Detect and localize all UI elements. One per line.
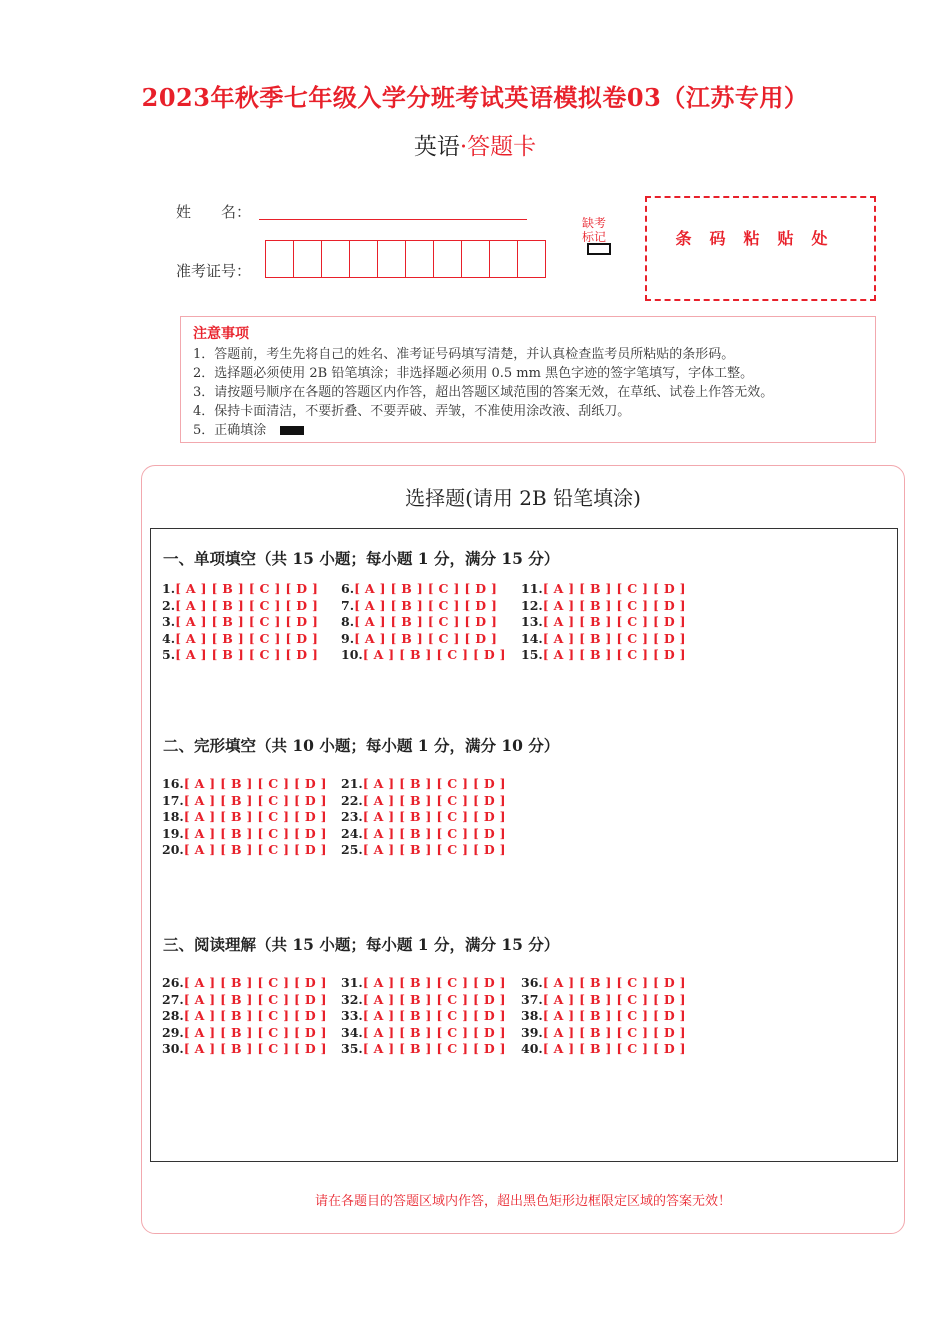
answer-options[interactable]: [ A ] [ B ] [ C ] [ D ]	[183, 825, 327, 841]
question-number: 32.	[341, 991, 363, 1007]
id-digit-box[interactable]	[490, 241, 518, 277]
answer-options[interactable]: [ A ] [ B ] [ C ] [ D ]	[362, 825, 506, 841]
barcode-area	[645, 196, 876, 301]
id-digit-box[interactable]	[322, 241, 350, 277]
question-row[interactable]	[341, 826, 506, 843]
question-row[interactable]	[162, 581, 318, 598]
question-number: 20.	[162, 842, 184, 858]
section-title: 一、单项填空（共 15 小题；每小题 1 分，满分 15 分）	[163, 549, 560, 568]
question-row[interactable]	[521, 975, 686, 992]
question-number: 18.	[162, 809, 184, 825]
answer-options[interactable]: [ A ] [ B ] [ C ] [ D ]	[175, 597, 319, 613]
question-column	[341, 776, 506, 859]
question-number: 12.	[521, 597, 543, 613]
question-column	[521, 975, 686, 1058]
notice-item-text: 5．正确填涂	[193, 423, 267, 438]
name-label: 姓 名：	[176, 203, 252, 221]
answer-options[interactable]: [ A ] [ B ] [ C ] [ D ]	[362, 1008, 506, 1024]
question-row[interactable]	[341, 793, 506, 810]
question-row[interactable]	[341, 647, 506, 664]
notice-item: 1．答题前，考生先将自己的姓名、准考证号码填写清楚，并认真检查监考员所粘贴的条形码。	[193, 347, 735, 362]
answer-options[interactable]: [ A ] [ B ] [ C ] [ D ]	[183, 1024, 327, 1040]
question-row[interactable]	[521, 647, 686, 664]
answer-options[interactable]: [ A ] [ B ] [ C ] [ D ]	[542, 1024, 686, 1040]
question-row[interactable]	[341, 1025, 506, 1042]
question-row[interactable]	[521, 992, 686, 1009]
choice-section-frame	[141, 465, 905, 1234]
question-number: 28.	[162, 1008, 184, 1024]
question-row[interactable]	[162, 614, 318, 631]
question-row[interactable]	[162, 776, 327, 793]
question-number: 35.	[341, 1041, 363, 1057]
question-number: 33.	[341, 1008, 363, 1024]
answer-options[interactable]: [ A ] [ B ] [ C ] [ D ]	[175, 647, 319, 663]
question-number: 38.	[521, 1008, 543, 1024]
notice-item-correct-fill	[193, 419, 304, 438]
question-row[interactable]	[521, 1025, 686, 1042]
question-column	[162, 776, 327, 859]
question-row[interactable]	[341, 975, 506, 992]
sheet-label: 答题卡	[467, 134, 537, 160]
answer-options[interactable]: [ A ] [ B ] [ C ] [ D ]	[354, 597, 498, 613]
question-number: 21.	[341, 776, 363, 791]
answer-sheet-subtitle	[0, 128, 950, 161]
answer-options[interactable]: [ A ] [ B ] [ C ] [ D ]	[183, 842, 327, 858]
question-number: 3.	[162, 614, 176, 630]
choice-heading: 选择题(请用 2B 铅笔填涂)	[405, 486, 641, 510]
id-digit-box[interactable]	[378, 241, 406, 277]
id-digit-box[interactable]	[518, 241, 545, 277]
answer-options[interactable]: [ A ] [ B ] [ C ] [ D ]	[175, 581, 319, 596]
question-row[interactable]	[341, 1041, 506, 1058]
section-title: 二、完形填空（共 10 小题；每小题 1 分，满分 10 分）	[163, 736, 560, 755]
question-column	[341, 975, 506, 1058]
answer-options[interactable]: [ A ] [ B ] [ C ] [ D ]	[362, 809, 506, 825]
exam-title: 2023年秋季七年级入学分班考试英语模拟卷03（江苏专用）	[141, 83, 809, 112]
answer-options[interactable]: [ A ] [ B ] [ C ] [ D ]	[542, 630, 686, 646]
answer-options[interactable]: [ A ] [ B ] [ C ] [ D ]	[542, 991, 686, 1007]
id-digit-box[interactable]	[294, 241, 322, 277]
answer-options[interactable]: [ A ] [ B ] [ C ] [ D ]	[183, 809, 327, 825]
answer-options[interactable]: [ A ] [ B ] [ C ] [ D ]	[542, 975, 686, 990]
question-number: 10.	[341, 647, 363, 663]
question-column	[521, 581, 686, 664]
section-title: 三、阅读理解（共 15 小题；每小题 1 分，满分 15 分）	[163, 935, 560, 954]
notice-item: 4．保持卡面清洁，不要折叠、不要弄破、弄皱，不准使用涂改液、刮纸刀。	[193, 404, 631, 419]
id-digit-box[interactable]	[350, 241, 378, 277]
question-row[interactable]	[162, 793, 327, 810]
question-number: 15.	[521, 647, 543, 663]
question-number: 24.	[341, 825, 363, 841]
answer-options[interactable]: [ A ] [ B ] [ C ] [ D ]	[542, 647, 686, 663]
question-number: 17.	[162, 792, 184, 808]
question-row[interactable]	[341, 614, 506, 631]
answer-options[interactable]: [ A ] [ B ] [ C ] [ D ]	[362, 647, 506, 663]
answer-options[interactable]: [ A ] [ B ] [ C ] [ D ]	[175, 630, 319, 646]
question-row[interactable]	[341, 631, 506, 648]
question-number: 19.	[162, 825, 184, 841]
question-row[interactable]	[162, 631, 318, 648]
answer-options[interactable]: [ A ] [ B ] [ C ] [ D ]	[362, 776, 506, 791]
answer-options[interactable]: [ A ] [ B ] [ C ] [ D ]	[542, 1041, 686, 1057]
question-row[interactable]	[162, 809, 327, 826]
question-number: 36.	[521, 975, 543, 990]
notice-panel	[180, 316, 876, 443]
question-number: 13.	[521, 614, 543, 630]
question-number: 39.	[521, 1024, 543, 1040]
question-row[interactable]	[162, 1025, 327, 1042]
question-row[interactable]	[521, 631, 686, 648]
answer-options[interactable]: [ A ] [ B ] [ C ] [ D ]	[354, 581, 498, 596]
barcode-label: 条码粘贴处	[675, 229, 846, 248]
question-row[interactable]	[162, 826, 327, 843]
question-number: 16.	[162, 776, 184, 791]
question-number: 37.	[521, 991, 543, 1007]
question-row[interactable]	[341, 776, 506, 793]
answer-options[interactable]: [ A ] [ B ] [ C ] [ D ]	[542, 597, 686, 613]
answer-options[interactable]: [ A ] [ B ] [ C ] [ D ]	[183, 776, 327, 791]
answer-options[interactable]: [ A ] [ B ] [ C ] [ D ]	[183, 975, 327, 990]
id-number-boxes[interactable]	[265, 240, 546, 278]
question-row[interactable]	[521, 598, 686, 615]
question-number: 4.	[162, 630, 176, 646]
question-number: 34.	[341, 1024, 363, 1040]
question-row[interactable]	[162, 992, 327, 1009]
answer-options[interactable]: [ A ] [ B ] [ C ] [ D ]	[354, 614, 498, 630]
question-row[interactable]	[341, 598, 506, 615]
question-number: 11.	[521, 581, 543, 596]
id-digit-box[interactable]	[434, 241, 462, 277]
question-row[interactable]	[162, 1008, 327, 1025]
answer-options[interactable]: [ A ] [ B ] [ C ] [ D ]	[175, 614, 319, 630]
question-number: 5.	[162, 647, 176, 663]
correct-fill-sample	[280, 426, 304, 435]
question-number: 31.	[341, 975, 363, 990]
question-row[interactable]	[162, 842, 327, 859]
question-row[interactable]	[521, 581, 686, 598]
id-digit-box[interactable]	[266, 241, 294, 277]
question-number: 6.	[341, 581, 355, 596]
answer-options[interactable]: [ A ] [ B ] [ C ] [ D ]	[362, 842, 506, 858]
answer-options[interactable]: [ A ] [ B ] [ C ] [ D ]	[183, 991, 327, 1007]
question-number: 7.	[341, 597, 355, 613]
question-number: 29.	[162, 1024, 184, 1040]
footer-warning: 请在各题目的答题区域内作答，超出黑色矩形边框限定区域的答案无效！	[314, 1194, 731, 1209]
answer-options[interactable]: [ A ] [ B ] [ C ] [ D ]	[542, 1008, 686, 1024]
question-number: 14.	[521, 630, 543, 646]
id-label: 准考证号：	[176, 262, 252, 280]
question-number: 40.	[521, 1041, 543, 1057]
notice-item: 2．选择题必须使用 2B 铅笔填涂；非选择题必须用 0.5 mm 黑色字迹的签字笔填写，字体工整。	[193, 366, 754, 381]
answer-options[interactable]: [ A ] [ B ] [ C ] [ D ]	[362, 991, 506, 1007]
question-row[interactable]	[521, 614, 686, 631]
question-row[interactable]	[341, 842, 506, 859]
id-digit-box[interactable]	[406, 241, 434, 277]
answer-options[interactable]: [ A ] [ B ] [ C ] [ D ]	[362, 1041, 506, 1057]
question-number: 9.	[341, 630, 355, 646]
answer-options[interactable]: [ A ] [ B ] [ C ] [ D ]	[542, 614, 686, 630]
question-number: 1.	[162, 581, 176, 596]
question-number: 26.	[162, 975, 184, 990]
question-number: 2.	[162, 597, 176, 613]
absent-mark-label: 缺考标记	[582, 216, 607, 244]
answer-options[interactable]: [ A ] [ B ] [ C ] [ D ]	[183, 1041, 327, 1057]
question-number: 27.	[162, 991, 184, 1007]
question-row[interactable]	[162, 975, 327, 992]
question-row[interactable]	[341, 992, 506, 1009]
question-column	[341, 581, 506, 664]
question-row[interactable]	[341, 1008, 506, 1025]
question-row[interactable]	[341, 809, 506, 826]
answer-options[interactable]: [ A ] [ B ] [ C ] [ D ]	[362, 792, 506, 808]
question-number: 23.	[341, 809, 363, 825]
subject-label: 英语	[413, 134, 460, 160]
question-column	[162, 581, 318, 664]
answer-area	[150, 528, 898, 1162]
answer-options[interactable]: [ A ] [ B ] [ C ] [ D ]	[362, 975, 506, 990]
question-row[interactable]	[162, 598, 318, 615]
answer-options[interactable]: [ A ] [ B ] [ C ] [ D ]	[362, 1024, 506, 1040]
answer-options[interactable]: [ A ] [ B ] [ C ] [ D ]	[542, 581, 686, 596]
question-row[interactable]	[162, 1041, 327, 1058]
question-column	[162, 975, 327, 1058]
answer-options[interactable]: [ A ] [ B ] [ C ] [ D ]	[183, 792, 327, 808]
question-number: 30.	[162, 1041, 184, 1057]
notice-item: 3．请按题号顺序在各题的答题区内作答，超出答题区域范围的答案无效，在草纸、试卷上作答无效。	[193, 385, 774, 400]
question-row[interactable]	[162, 647, 318, 664]
name-field[interactable]	[259, 219, 527, 220]
question-number: 25.	[341, 842, 363, 858]
question-number: 8.	[341, 614, 355, 630]
subtitle-dot: ·	[459, 134, 468, 160]
question-row[interactable]	[341, 581, 506, 598]
question-row[interactable]	[521, 1008, 686, 1025]
absent-mark-box[interactable]	[587, 243, 611, 255]
question-number: 22.	[341, 792, 363, 808]
question-row[interactable]	[521, 1041, 686, 1058]
answer-options[interactable]: [ A ] [ B ] [ C ] [ D ]	[183, 1008, 327, 1024]
answer-options[interactable]: [ A ] [ B ] [ C ] [ D ]	[354, 630, 498, 646]
id-digit-box[interactable]	[462, 241, 490, 277]
notice-title: 注意事项	[193, 326, 249, 342]
